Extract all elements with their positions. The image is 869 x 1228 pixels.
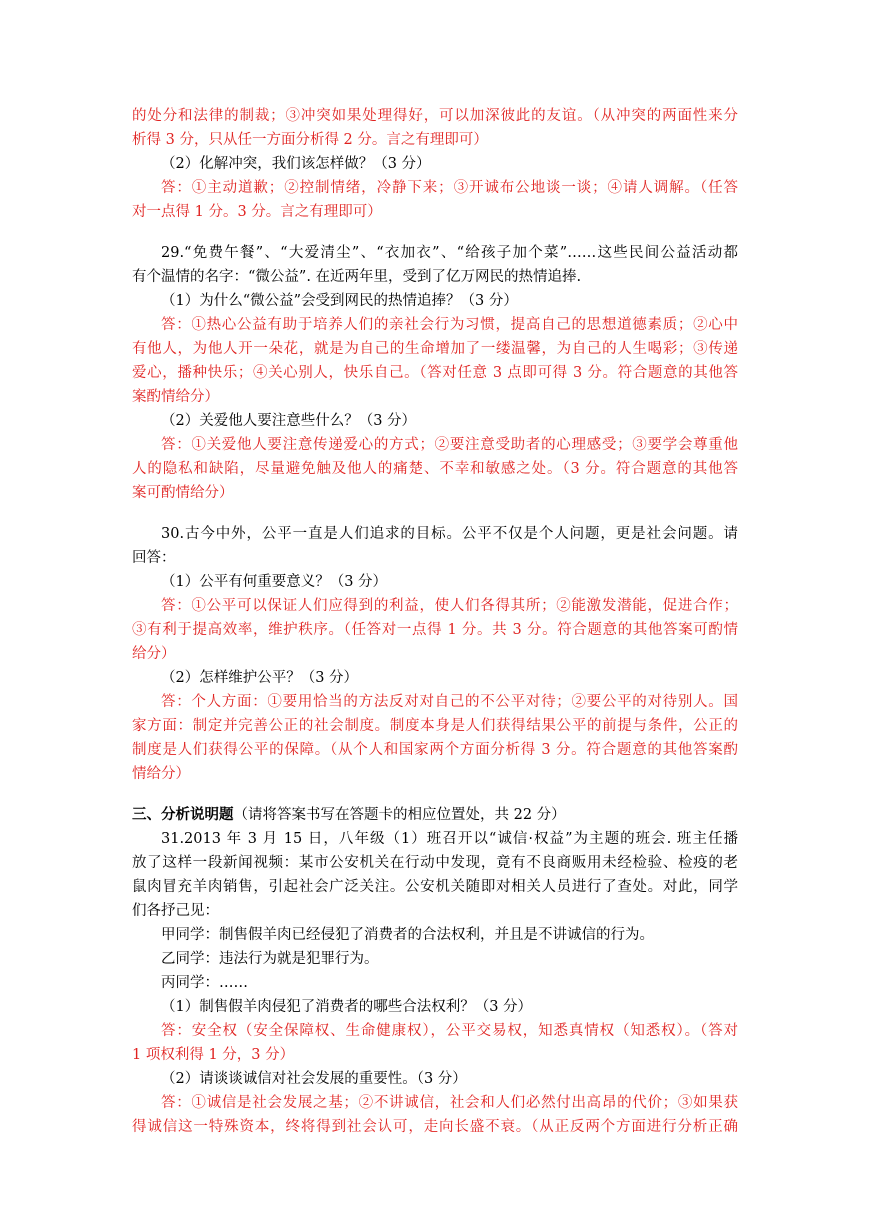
answer-line: 答：①诚信是社会发展之基；②不讲诚信，社会和人们必然付出高昂的代价；③如果获 bbox=[161, 1095, 738, 1111]
answer-line: 有他人，为他人开一朵花，就是为自己的生命增加了一缕温馨，为自己的人生喝彩；③传递 bbox=[132, 341, 738, 357]
answer-line: 答：安全权（安全保障权、生命健康权），公平交易权，知悉真情权（知悉权）。（答对 bbox=[161, 1023, 738, 1039]
answer-line: 答：①关爱他人要注意传递爱心的方式；②要注意受助者的心理感受；③要学会尊重他 bbox=[161, 437, 738, 453]
answer-line: 答：①主动道歉；②控制情绪，冷静下来；③开诚布公地谈一谈；④请人调解。（任答 bbox=[161, 180, 738, 196]
answer-line: 制度是人们获得公平的保障。（从个人和国家两个方面分析得 3 分。符合题意的其他答案酌 bbox=[132, 742, 738, 758]
question-line: （2）化解冲突，我们该怎样做？（3 分） bbox=[161, 156, 431, 172]
answer-line: 对一点得 1 分。3 分。言之有理即可） bbox=[132, 204, 382, 220]
section-heading bbox=[132, 803, 738, 827]
question-line: 放了这样一段新闻视频：某市公安机关在行动中发现，竟有不良商贩用未经检验、检疫的老 bbox=[132, 855, 738, 871]
answer-line: 给分） bbox=[132, 646, 176, 662]
answer-line: 情给分） bbox=[132, 766, 190, 782]
question-line: （2）怎样维护公平？（3 分） bbox=[161, 670, 359, 686]
question-line: （1）公平有何重要意义？（3 分） bbox=[161, 574, 388, 590]
question-line: 29.“免费午餐”、“大爱清尘”、“衣加衣”、“给孩子加个菜”……这些民间公益活动都 bbox=[161, 245, 738, 261]
question-line: （2）关爱他人要注意些什么？（3 分） bbox=[161, 413, 417, 429]
answer-line: 家方面：制定并完善公正的社会制度。制度本身是人们获得结果公平的前提与条件，公正的 bbox=[132, 718, 738, 734]
question-line: 们各抒己见： bbox=[132, 903, 219, 919]
question-line: （1）为什么“微公益”会受到网民的热情追捧？（3 分） bbox=[161, 293, 518, 309]
question-line: （2）请谈谈诚信对社会发展的重要性。（3 分） bbox=[161, 1071, 467, 1087]
question-line: 回答： bbox=[132, 550, 176, 566]
answer-line: 案可酌情给分） bbox=[132, 485, 234, 501]
answer-line: 人的隐私和缺陷，尽量避免触及他人的痛楚、不幸和敏感之处。（3 分。符合题意的其他答 bbox=[132, 461, 738, 477]
answer-line: 答：①公平可以保证人们应得到的利益，使人们各得其所；②能激发潜能，促进合作； bbox=[161, 598, 738, 614]
answer-line: 的处分和法律的制裁；③冲突如果处理得好，可以加深彼此的友谊。（从冲突的两面性来分 bbox=[132, 108, 738, 124]
question-line: 丙同学：…… bbox=[161, 975, 248, 991]
answer-line: ③有利于提高效率，维护秩序。（任答对一点得 1 分。共 3 分。符合题意的其他答案可酌情 bbox=[132, 622, 738, 638]
question-line: 有个温情的名字：“微公益”. 在近两年里，受到了亿万网民的热情追捧. bbox=[132, 269, 582, 285]
answer-line: 1 项权利得 1 分，3 分） bbox=[132, 1047, 295, 1063]
question-line: 甲同学：制售假羊肉已经侵犯了消费者的合法权利，并且是不讲诚信的行为。 bbox=[161, 927, 654, 943]
section-instruction: （请将答案书写在答题卡的相应位置处，共 22 分） bbox=[233, 807, 566, 823]
answer-line: 爱心，播种快乐；④关心别人，快乐自己。（答对任意 3 点即可得 3 分。符合题意的其他答 bbox=[132, 365, 738, 381]
answer-line: 析得 3 分，只从任一方面分析得 2 分。言之有理即可） bbox=[132, 132, 488, 148]
answer-line: 案酌情给分） bbox=[132, 389, 219, 405]
question-line: 31.2013 年 3 月 15 日，八年级（1）班召开以“诚信·权益”为主题的班会. 班主任播 bbox=[161, 831, 738, 847]
question-line: 鼠肉冒充羊肉销售，引起社会广泛关注。公安机关随即对相关人员进行了查处。对此，同学 bbox=[132, 879, 738, 895]
answer-line: 答：个人方面：①要用恰当的方法反对对自己的不公平对待；②要公平的对待别人。国 bbox=[161, 694, 738, 710]
section-title: 三、分析说明题 bbox=[132, 806, 234, 823]
answer-line: 得诚信这一特殊资本，终将得到社会认可，走向长盛不衰。（从正反两个方面进行分析正确 bbox=[132, 1119, 738, 1135]
question-line: 30.古今中外，公平一直是人们追求的目标。公平不仅是个人问题，更是社会问题。请 bbox=[161, 526, 738, 542]
answer-line: 答：①热心公益有助于培养人们的亲社会行为习惯，提高自己的思想道德素质；②心中 bbox=[161, 317, 738, 333]
question-line: 乙同学：违法行为就是犯罪行为。 bbox=[161, 951, 379, 967]
question-line: （1）制售假羊肉侵犯了消费者的哪些合法权利？（3 分） bbox=[161, 999, 533, 1015]
